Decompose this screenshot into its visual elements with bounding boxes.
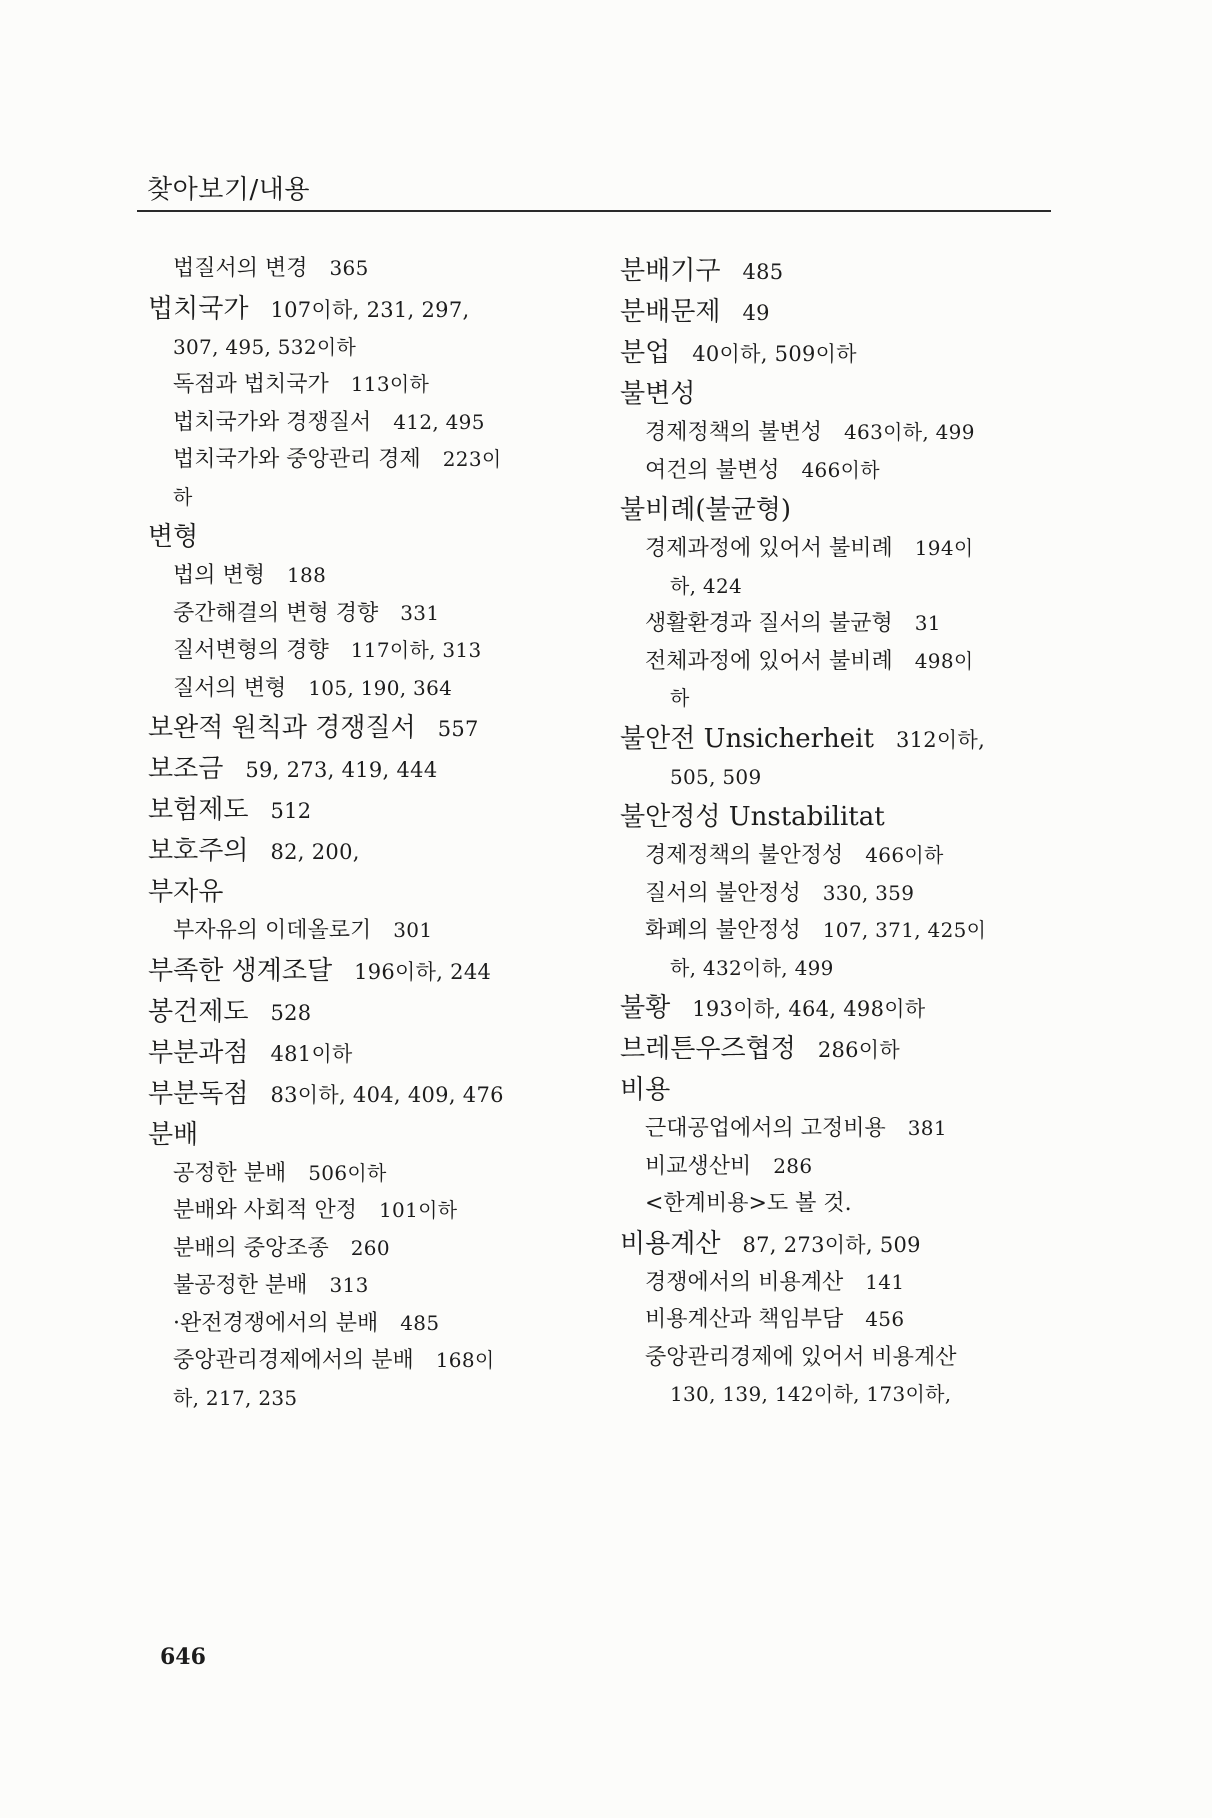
index-entry (148, 956, 598, 997)
index-subentry (173, 372, 598, 410)
index-term: 부족한 생계조달 (148, 955, 333, 986)
index-continuation (670, 765, 1060, 803)
page-header (137, 170, 1051, 212)
index-term: 전체과정에 있어서 불비례 (645, 648, 893, 674)
index-pages: 301 (393, 918, 433, 942)
index-pages: 83이하, 404, 409, 476 (270, 1082, 504, 1107)
index-pages: 485 (400, 1310, 440, 1335)
index-term: 독점과 법치국가 (173, 372, 329, 397)
index-subentry (645, 843, 1060, 881)
index-pages: 313 (329, 1273, 369, 1297)
index-pages: 330, 359 (822, 880, 915, 905)
index-term: 브레튼우즈협정 (620, 1034, 796, 1064)
index-subentry (173, 676, 598, 714)
index-pages: 260 (350, 1235, 390, 1260)
index-term: 법의 변형 (173, 563, 266, 588)
index-term: 보험제도 (148, 795, 249, 825)
index-pages: 196이하, 244 (354, 959, 492, 984)
index-term: 봉건제도 (148, 996, 249, 1027)
index-subentry (645, 649, 1060, 687)
index-pages: 하 (173, 484, 193, 509)
index-term: 부자유 (148, 877, 224, 907)
index-pages: 40이하, 509이하 (692, 342, 857, 366)
index-entry (620, 993, 1060, 1034)
index-subentry (645, 1116, 1060, 1154)
index-entry (620, 1075, 1060, 1116)
index-pages: 286 (773, 1153, 813, 1178)
index-pages: 하, 217, 235 (173, 1385, 298, 1410)
index-pages: 193이하, 464, 498이하 (692, 997, 926, 1021)
index-term: 불변성 (620, 379, 696, 409)
index-subentry (173, 563, 598, 601)
index-pages: 463이하, 499 (844, 420, 975, 444)
index-entry (148, 294, 598, 335)
index-term: 질서의 변형 (173, 675, 287, 701)
index-term: 보조금 (148, 754, 224, 784)
index-subentry (173, 638, 598, 676)
index-subentry (173, 1198, 598, 1236)
index-pages: 331 (400, 600, 440, 625)
index-continuation (670, 574, 1060, 612)
index-entry (620, 297, 1060, 338)
index-pages: 528 (270, 1000, 312, 1025)
index-entry (620, 338, 1060, 379)
index-pages: 194이 (914, 536, 974, 560)
index-column-right (620, 256, 1060, 1420)
index-entry (148, 754, 598, 795)
index-pages: 512 (270, 799, 312, 823)
index-subentry (645, 1307, 1060, 1345)
index-pages: 188 (287, 563, 327, 587)
index-entry (148, 713, 598, 754)
index-subentry (173, 410, 598, 448)
index-subentry (173, 1161, 598, 1199)
index-pages: 505, 509 (670, 764, 762, 789)
index-pages: 101이하 (379, 1198, 458, 1222)
index-column-left (148, 256, 598, 1423)
index-term: 비교생산비 (645, 1153, 752, 1179)
index-term: 비용계산 (620, 1228, 721, 1259)
index-term: 중앙관리경제에서의 분배 (173, 1348, 414, 1373)
index-pages: 481이하 (270, 1041, 353, 1066)
index-pages: 하, 432이하, 499 (670, 955, 834, 980)
index-entry (148, 1120, 598, 1161)
index-term: 불공정한 분배 (173, 1273, 308, 1298)
index-subentry (645, 881, 1060, 919)
index-term: 근대공업에서의 고정비용 (645, 1116, 886, 1141)
index-pages: 105, 190, 364 (308, 675, 453, 700)
index-continuation (173, 1386, 598, 1424)
index-subentry (645, 1154, 1060, 1192)
index-continuation (670, 1382, 1060, 1420)
index-subentry (173, 1273, 598, 1311)
index-entry (620, 1034, 1060, 1075)
index-term: 여건의 불변성 (645, 457, 780, 483)
index-term: 법치국가 (148, 293, 249, 324)
index-term: 법질서의 변경 (173, 256, 308, 281)
index-continuation (670, 956, 1060, 994)
index-entry (148, 877, 598, 918)
index-pages: 506이하 (308, 1160, 387, 1185)
index-term: 보호주의 (148, 836, 249, 866)
index-entry (148, 1038, 598, 1079)
index-pages: 498이 (914, 648, 974, 673)
index-term: 분배와 사회적 안정 (173, 1198, 358, 1223)
index-continuation (173, 485, 598, 523)
index-term: 불비례(불균형) (620, 495, 791, 525)
index-pages: 107, 371, 425이 (822, 918, 987, 942)
index-pages: 485 (742, 260, 784, 284)
index-subentry (173, 256, 598, 294)
index-term: 분배기구 (620, 256, 721, 286)
index-term: 경제정책의 불변성 (645, 420, 823, 445)
index-term: 분배 (148, 1119, 199, 1150)
index-entry (148, 997, 598, 1038)
index-pages: 557 (437, 717, 479, 741)
index-subentry (173, 1348, 598, 1386)
index-term: 부분독점 (148, 1078, 249, 1109)
index-pages: 168이 (435, 1348, 495, 1372)
index-entry (620, 379, 1060, 420)
index-subentry (645, 1345, 1060, 1383)
index-pages: 381 (907, 1116, 947, 1140)
index-pages: 82, 200, (270, 840, 360, 864)
index-subentry (173, 447, 598, 485)
index-entry (620, 1229, 1060, 1270)
index-pages: 365 (329, 256, 369, 280)
index-pages: 456 (865, 1307, 905, 1331)
index-term: 불안정성 Unstabilitat (620, 802, 885, 832)
index-entry (620, 256, 1060, 297)
index-entry (620, 495, 1060, 536)
index-term: 경제정책의 불안정성 (645, 843, 844, 868)
index-pages: 312이하, (895, 727, 986, 752)
index-subentry (645, 611, 1060, 649)
index-pages: 307, 495, 532이하 (173, 334, 357, 359)
index-term: ·완전경쟁에서의 분배 (173, 1310, 379, 1336)
index-term: 화폐의 불안정성 (645, 918, 801, 943)
index-subentry (645, 420, 1060, 458)
index-pages: 130, 139, 142이하, 173이하, (670, 1382, 952, 1406)
index-pages: 286이하 (817, 1038, 900, 1062)
index-term: 비용계산과 책임부담 (645, 1307, 844, 1332)
index-term: 질서변형의 경향 (173, 638, 329, 663)
index-term: 변형 (148, 522, 199, 552)
index-pages: 466이하 (801, 457, 880, 482)
index-pages: 113이하 (350, 372, 430, 396)
index-continuation (670, 686, 1060, 724)
index-subentry (645, 918, 1060, 956)
index-term: 경제과정에 있어서 불비례 (645, 536, 893, 561)
index-term: 생활환경과 질서의 불균형 (645, 611, 893, 636)
index-entry (148, 836, 598, 877)
index-pages: 117이하, 313 (350, 638, 482, 662)
index-pages: 466이하 (865, 843, 944, 867)
index-pages: 59, 273, 419, 444 (245, 758, 438, 782)
index-pages: 107이하, 231, 297, (270, 297, 470, 322)
index-term: <한계비용>도 볼 것. (645, 1191, 852, 1216)
index-subentry (173, 918, 598, 956)
index-entry (620, 802, 1060, 843)
index-term: 경쟁에서의 비용계산 (645, 1269, 844, 1295)
index-term: 중간해결의 변형 경향 (173, 600, 379, 626)
index-term: 부분과점 (148, 1037, 249, 1068)
index-term: 부자유의 이데올로기 (173, 918, 372, 943)
index-subentry (645, 458, 1060, 496)
page-title: 찾아보기/내용 (147, 175, 310, 205)
index-entry (148, 1079, 598, 1120)
index-entry (148, 795, 598, 836)
index-subentry (173, 1311, 598, 1349)
index-term: 질서의 불안정성 (645, 880, 801, 906)
index-subentry (645, 536, 1060, 574)
index-subentry (173, 601, 598, 639)
index-term: 불안전 Unsicherheit (620, 723, 874, 754)
index-continuation (173, 335, 598, 373)
index-term: 법치국가와 경쟁질서 (173, 409, 372, 435)
index-term: 중앙관리경제에 있어서 비용계산 (645, 1344, 957, 1370)
index-term: 공정한 분배 (173, 1160, 287, 1186)
index-subentry (645, 1270, 1060, 1308)
page-number: 646 (160, 1644, 206, 1670)
index-pages: 141 (865, 1269, 905, 1294)
index-entry (148, 522, 598, 563)
index-pages: 49 (742, 301, 770, 325)
index-subentry (173, 1236, 598, 1274)
index-term: 보완적 원칙과 경쟁질서 (148, 713, 416, 743)
index-term: 불황 (620, 993, 671, 1023)
index-term: 분배의 중앙조종 (173, 1235, 329, 1261)
index-term: 법치국가와 중앙관리 경제 (173, 447, 421, 472)
index-pages: 하, 424 (670, 573, 743, 598)
index-term: 분배문제 (620, 297, 721, 327)
index-pages: 31 (914, 611, 941, 635)
index-subentry (645, 1191, 1060, 1229)
index-term: 분업 (620, 338, 671, 368)
index-entry (620, 724, 1060, 765)
index-term: 비용 (620, 1075, 671, 1105)
index-pages: 412, 495 (393, 409, 485, 434)
index-pages: 87, 273이하, 509 (742, 1232, 921, 1257)
index-pages: 223이 (442, 447, 502, 471)
index-pages: 하 (670, 686, 690, 710)
